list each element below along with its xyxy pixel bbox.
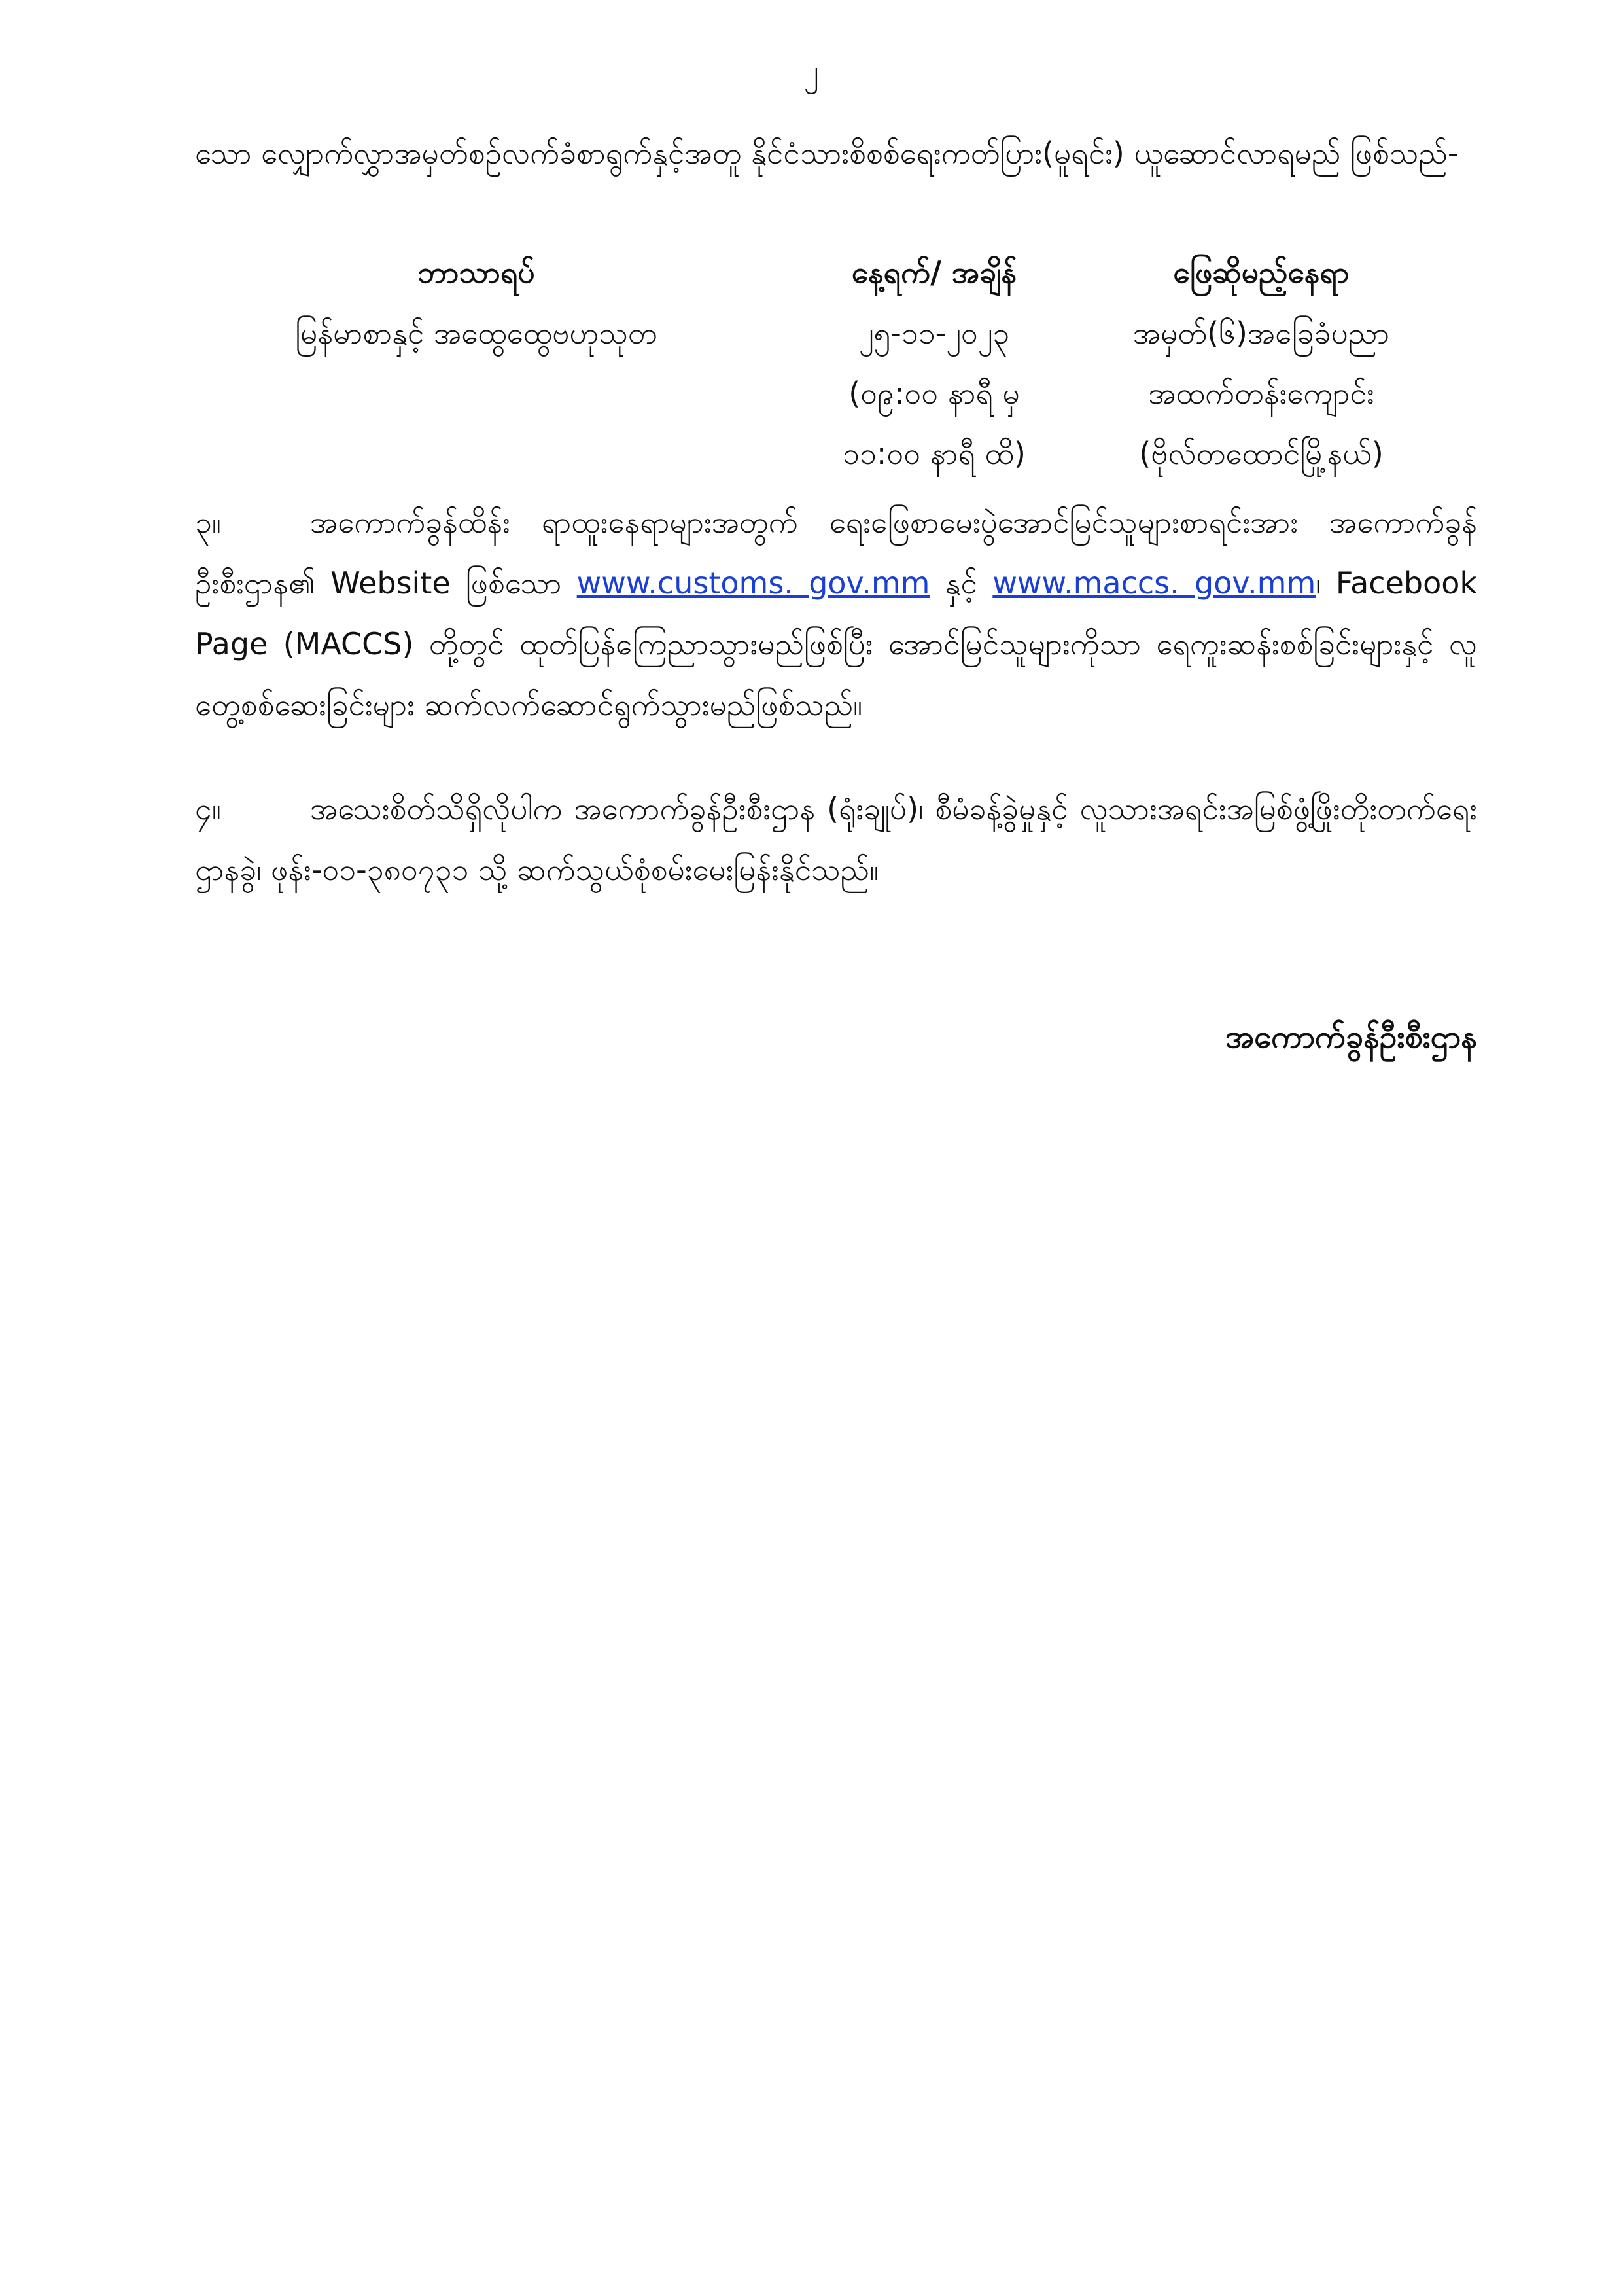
venue-line-2: အထက်တန်းကျောင်း — [1148, 376, 1374, 411]
subject-header: ဘာသာရပ် — [417, 255, 535, 290]
date-cell: ၂၅-၁၁-၂၀၂၃ — [858, 315, 1010, 351]
venue-header: ဖြေဆိုမည့်နေရာ — [1173, 255, 1350, 290]
paragraph-3 — [195, 492, 1477, 735]
venue-line-3: (ဗိုလ်တထောင်မြို့နယ်) — [1139, 436, 1384, 471]
paragraph-3-text-before: အကောက်ခွန်ထိန်း ရာထူးနေရာများအတွက် ရေးဖြေစာမေးပွဲအောင်မြင်သူများစာရင်းအား အကောက်ခွန်ဦးစီးဌာန၏ Website ဖြစ်သော — [195, 504, 1477, 601]
maccs-website-link[interactable]: www.maccs. gov.mm — [992, 565, 1316, 601]
paragraph-4-text: အသေးစိတ်သိရှိလိုပါက အကောက်ခွန်ဦးစီးဌာန (ရုံးချုပ်)၊ စီမံခန့်ခွဲမှုနှင့် လူသားအရင်းအမြစ်ဖွံ့ဖြိုးတိုးတက်ရေးဌာနခွဲ၊ ဖုန်း-၀၁-၃၈၀၇၃၁ သို့ ဆက်သွယ်စုံစမ်းမေးမြန်းနိုင်သည်။ — [195, 791, 1477, 887]
time-end-cell: ၁၁:၀၀ နာရီ ထိ) — [843, 436, 1026, 471]
customs-website-link[interactable]: www.customs. gov.mm — [576, 565, 930, 601]
page-number: ၂ — [803, 53, 819, 88]
paragraph-4-number: ၄။ — [195, 791, 221, 826]
department-signature: အကောက်ခွန်ဦးစီးဌာန — [1225, 1019, 1477, 1055]
paragraph-3-text-after: ၊ Facebook Page (MACCS) တို့တွင် ထုတ်ပြန်ကြေညာသွားမည်ဖြစ်ပြီး အောင်မြင်သူများကိုသာ ရေကူးဆန်းစစ်ခြင်းများနှင့် လူတွေ့စစ်ဆေးခြင်းများ ဆက်လက်ဆောင်ရွက်သွားမည်ဖြစ်သည်။ — [195, 565, 1477, 722]
paragraph-3-number: ၃။ — [195, 504, 221, 540]
venue-line-1: အမှတ်(၆)အခြေခံပညာ — [1132, 315, 1390, 351]
paragraph-4 — [195, 779, 1477, 900]
subject-cell: မြန်မာစာနှင့် အထွေထွေဗဟုသုတ — [295, 315, 657, 351]
exam-schedule-table — [195, 242, 1477, 484]
intro-paragraph: သော လျှောက်လွှာအမှတ်စဉ်လက်ခံစာရွက်နှင့်အတူ နိုင်ငံသားစိစစ်ရေးကတ်ပြား(မူရင်း) ယူဆောင်လာရမည် ဖြစ်သည်- — [195, 135, 1459, 171]
paragraph-3-text-middle: နှင့် — [930, 565, 993, 601]
subject-column — [293, 242, 659, 363]
time-start-cell: (၀၉:၀၀ နာရီ မှ — [848, 376, 1020, 411]
date-time-header: နေ့ရက်/ အချိန် — [851, 255, 1017, 290]
venue-column — [1058, 242, 1464, 484]
